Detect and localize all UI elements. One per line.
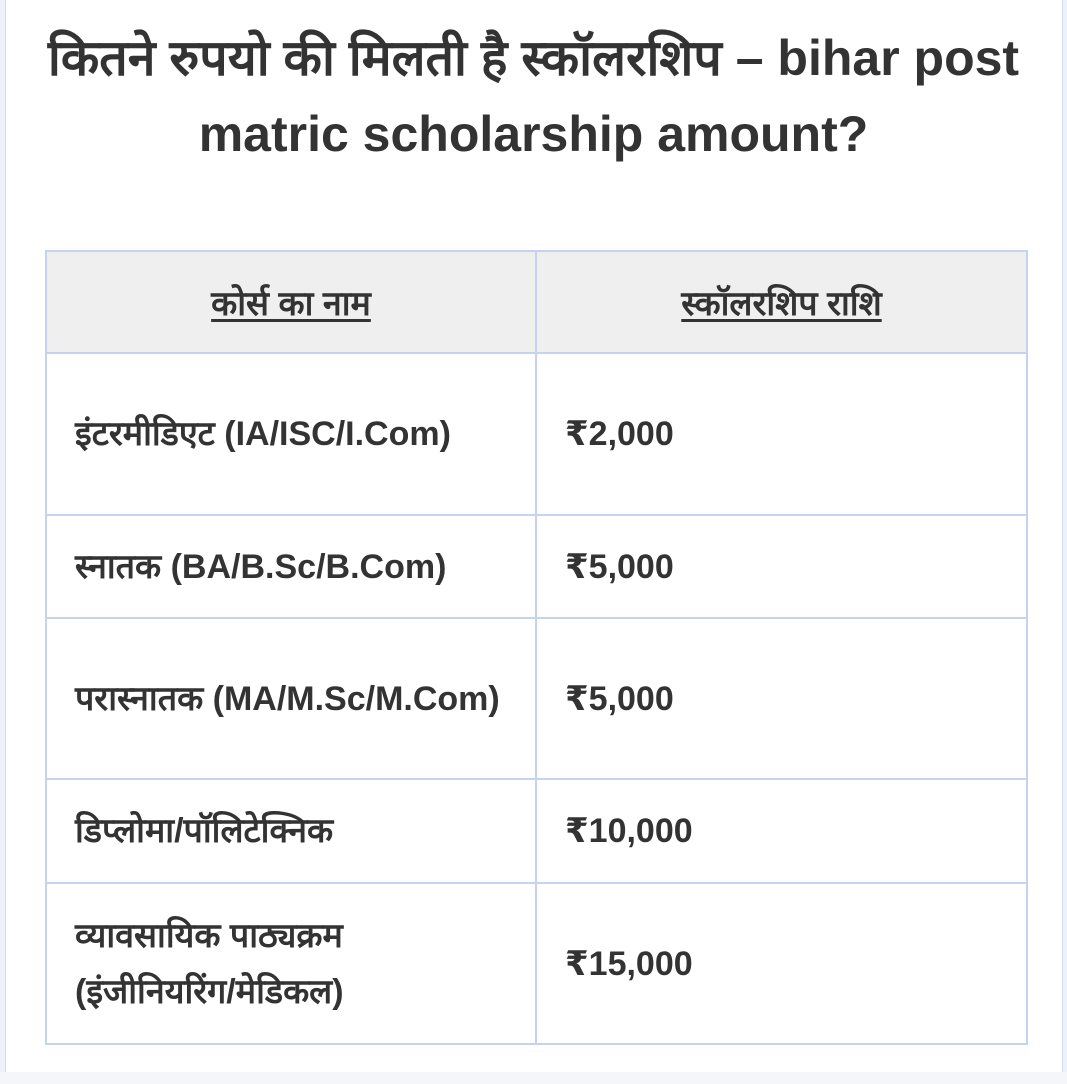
page-left-border — [0, 0, 6, 1084]
header-course-name: कोर्स का नाम — [46, 251, 536, 353]
page-right-border — [1062, 0, 1067, 1084]
table-row — [46, 515, 1027, 618]
header-scholarship-amount: स्कॉलरशिप राशि — [536, 251, 1027, 353]
amount-cell: ₹15,000 — [536, 883, 1027, 1044]
scholarship-table — [45, 250, 1028, 1045]
table-row — [46, 883, 1027, 1044]
course-cell: इंटरमीडिएट (IA/ISC/I.Com) — [46, 353, 536, 515]
amount-cell: ₹2,000 — [536, 353, 1027, 515]
table-header-row — [46, 251, 1027, 353]
course-cell: डिप्लोमा/पॉलिटेक्निक — [46, 779, 536, 883]
table-row — [46, 779, 1027, 883]
page-bottom-strip — [0, 1072, 1067, 1084]
table-row — [46, 618, 1027, 779]
course-cell: व्यावसायिक पाठ्यक्रम (इंजीनियरिंग/मेडिकल) — [46, 883, 536, 1044]
course-cell: परास्नातक (MA/M.Sc/M.Com) — [46, 618, 536, 779]
course-cell: स्नातक (BA/B.Sc/B.Com) — [46, 515, 536, 618]
page-title: कितने रुपयो की मिलती है स्कॉलरशिप – bihar post matric scholarship amount? — [47, 30, 1020, 162]
table-row — [46, 353, 1027, 515]
amount-cell: ₹5,000 — [536, 618, 1027, 779]
amount-cell: ₹10,000 — [536, 779, 1027, 883]
amount-cell: ₹5,000 — [536, 515, 1027, 618]
